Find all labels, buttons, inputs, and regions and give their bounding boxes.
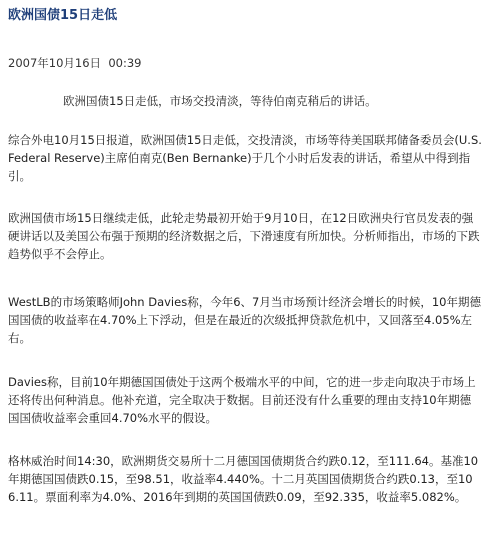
article-lead: 欧洲国债15日走低，市场交投清淡，等待伯南克稍后的讲话。 <box>63 94 377 108</box>
article-paragraph-2: 欧洲国债市场15日继续走低，此轮走势最初开始于9月10日，在12日欧洲央行官员发表的强硬讲话以及美国公布强于预期的经济数据之后，下滑速度有所加快。分析师指出，市场的下跌趋势似乎不会停止。 <box>8 211 480 261</box>
article-paragraph-5: 格林威治时间14:30，欧洲期货交易所十二月德国国债期货合约跌0.12，至111.64。基准10年期德国国债跌0.15，至98.51，收益率4.440%。十二月英国国债期货合约跌0.13，至106.11。票面利率为4.0%、2016年到期的英国国债跌0.09，至92.335，收益率5.082%。 <box>8 454 479 504</box>
article-paragraph-3: WestLB的市场策略师John Davies称，今年6、7月当市场预计经济会增长的时候，10年期德国国债的收益率在4.70%上下浮动，但是在最近的次级抵押贷款危机中，又回落至4.05%左右。 <box>8 295 481 345</box>
article-paragraph-1: 综合外电10月15日报道，欧洲国债15日走低，交投清淡，市场等待美国联邦储备委员会(U.S. Federal Reserve)主席伯南克(Ben Bernanke)于几个小时后发表的讲话，希望从中得到指引。 <box>8 133 482 183</box>
article-date: 2007年10月16日 00:39 <box>8 56 142 70</box>
article-title: 欧洲国债15日走低 <box>8 8 118 23</box>
article-paragraph-4: Davies称，目前10年期德国国债处于这两个极端水平的中间，它的进一步走向取决于市场上还将传出何种消息。他补充道，完全取决于数据。目前还没有什么重要的理由支持10年期德国国债收益率会重回4.70%水平的假设。 <box>8 375 476 425</box>
